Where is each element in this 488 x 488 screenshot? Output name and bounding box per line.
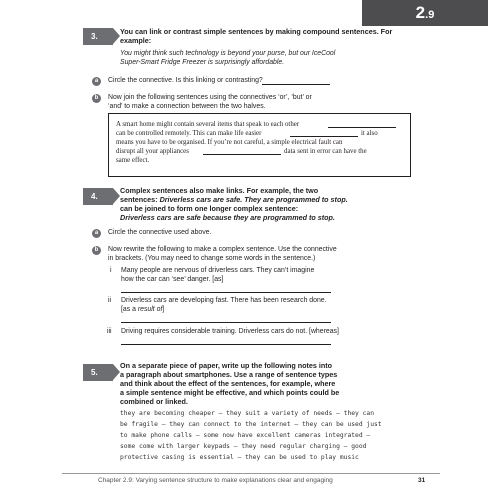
task-5-line-2: a paragraph about smartphones. Use a range of sentence types xyxy=(120,370,338,379)
box-blank-1[interactable] xyxy=(328,127,396,128)
box-line-4b: data sent in error can have the xyxy=(284,148,367,155)
task-4-iii-text: Driving requires considerable training. Driverless cars do not. [whereas] xyxy=(121,328,339,335)
box-line-1: A smart home might contain several items that speak to each other xyxy=(116,121,300,128)
task-3-number: 3. xyxy=(83,28,113,45)
task-4-i-text-line-1: Many people are nervous of driverless cars. They can’t imagine xyxy=(121,267,315,274)
task-4-b-text-line-1: Now rewrite the following to make a complex sentence. Use the connective xyxy=(108,246,337,253)
box-blank-3[interactable] xyxy=(203,154,281,155)
task-4-number: 4. xyxy=(83,188,113,205)
task-4-line-1: Complex sentences also make links. For example, the two xyxy=(120,186,319,195)
section-number: .9 xyxy=(425,9,435,21)
notes-line-4: some come with larger keypads – they need regular charging – good xyxy=(120,443,367,450)
task-3-b-text-line-2: ‘and’ to make a connection between the two halves. xyxy=(108,103,266,110)
task-4-iii-label: iii xyxy=(107,328,112,335)
task-4-ii-label: ii xyxy=(108,297,112,304)
task-4-ii-answer-line[interactable] xyxy=(121,322,331,323)
task-4-b-text-line-2: in brackets. (You may need to change some words in the sentence.) xyxy=(108,255,316,262)
box-line-2b: it also xyxy=(361,130,378,137)
task-5-line-4: a simple sentence might be effective, and which points could be xyxy=(120,388,340,397)
task-5-line-5: combined or linked. xyxy=(120,397,188,406)
task-4-line-2 xyxy=(120,195,348,204)
task-3-a-answer-line[interactable] xyxy=(262,84,330,85)
task-4-iii-answer-line[interactable] xyxy=(121,344,331,345)
task-4-b-bullet: b xyxy=(92,246,101,255)
footer-rule xyxy=(62,473,440,474)
notes-line-5: protective casing is essential – they can be used to play music xyxy=(120,454,359,461)
task-4-ii-text-line-1: Driverless cars are developing fast. There has been research done. xyxy=(121,297,327,304)
task-4-ii-text-line-2 xyxy=(121,305,164,314)
task-3-b-bullet: b xyxy=(92,94,101,103)
task-3-a-text: Circle the connective. Is this linking or contrasting? xyxy=(108,77,263,84)
box-line-3: means you have to be organised. If you’re not careful, a simple electrical fault can xyxy=(116,139,343,146)
task-4-line-3: can be joined to form one longer complex sentence: xyxy=(120,204,299,213)
task-4-a-bullet: a xyxy=(92,229,101,238)
task-4-i-answer-line[interactable] xyxy=(121,292,331,293)
task-4-i-text-line-2: how the car can ‘see’ danger. [as] xyxy=(121,276,224,283)
chapter-number: 2 xyxy=(415,3,426,22)
ii-bracket-open: [as a xyxy=(121,306,138,313)
task-5-line-1: On a separate piece of paper, write up the following notes into xyxy=(120,361,333,370)
box-line-5: same effect. xyxy=(116,157,150,164)
task-5-line-3: and think about the effect of the sentences, for example, where xyxy=(120,379,336,388)
task-4-a-text: Circle the connective used above. xyxy=(108,229,212,236)
task-3-a-bullet: a xyxy=(92,77,101,86)
ii-bracket-close: ] xyxy=(162,306,165,313)
task-5-number: 5. xyxy=(83,364,113,381)
page-number: 31 xyxy=(418,477,426,484)
notes-line-1: they are becoming cheaper – they suit a variety of needs – they can xyxy=(120,410,375,417)
ii-connective: result of xyxy=(137,306,163,313)
task-4-line-4: Driverless cars are safe because they are programmed to stop. xyxy=(120,213,335,222)
task-3-instruction: You can link or contrast simple sentences by making compound sentences. For example: xyxy=(120,27,393,45)
box-blank-2[interactable] xyxy=(290,136,358,137)
task-3-example-line-1: You might think such technology is beyond your purse, but our IceCool xyxy=(120,50,336,57)
task-3-b-text-line-1: Now join the following sentences using the connectives ‘or’, ‘but’ or xyxy=(108,94,312,101)
task-3-example-line-2: Super-Smart Fridge Freezer is surprisingly affordable. xyxy=(120,59,285,66)
chapter-tab xyxy=(362,0,488,26)
box-line-4a: disrupt all your appliances xyxy=(116,148,189,155)
task-4-line-2b: Driverless cars are safe. They are programmed to stop. xyxy=(159,195,348,204)
footer-chapter-text: Chapter 2.9: Varying sentence structure to make explanations clear and engaging xyxy=(98,477,333,484)
box-line-2a: can be controlled remotely. This can make life easier xyxy=(116,130,262,137)
notes-line-2: be fragile – they can connect to the internet – they can be used just xyxy=(120,421,382,428)
task-4-i-label: i xyxy=(110,267,112,274)
task-4-line-2a: sentences: xyxy=(120,195,158,204)
notes-line-3: to make phone calls – some now have excellent cameras integrated – xyxy=(120,432,371,439)
